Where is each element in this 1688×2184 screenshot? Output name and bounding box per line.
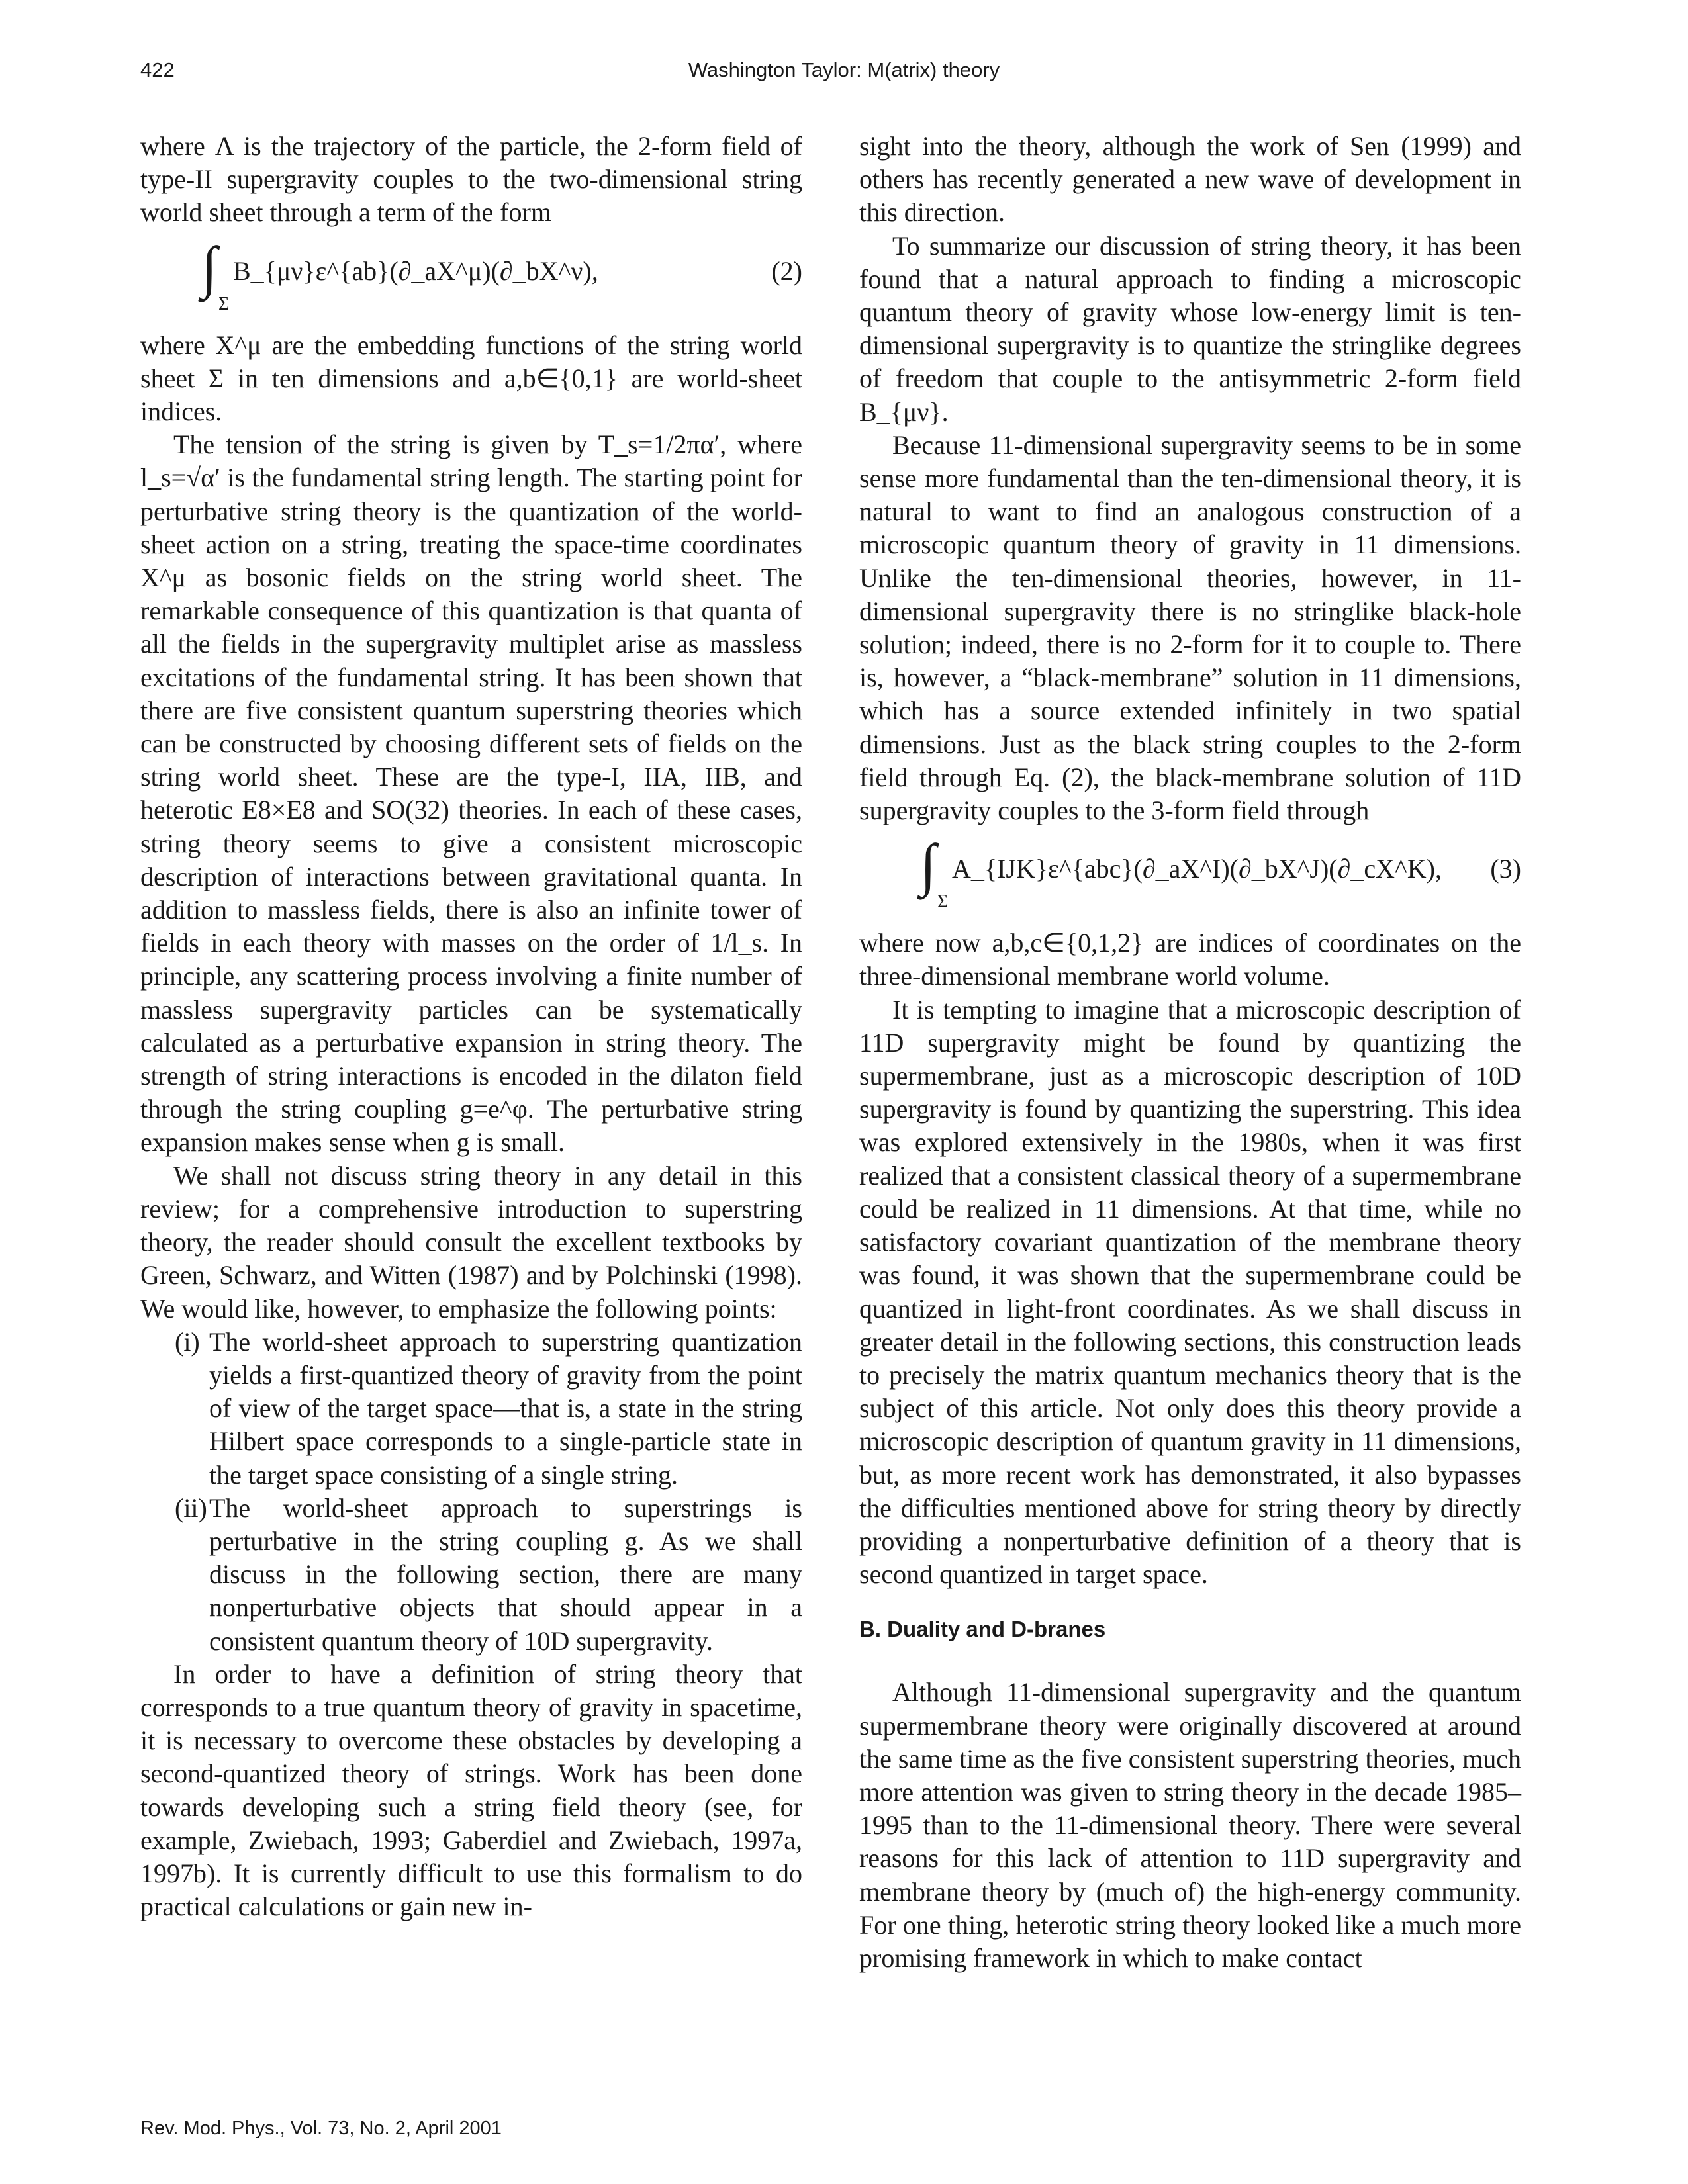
left-column	[140, 130, 802, 1923]
paragraph: Although 11-dimensional supergravity and the quantum supermembrane theory were originally discovered at around the same time as the five consistent superstring theories, much more attention was given to string theory in the decade 1985–1995 than to the 11-dimensional theory. There were several reasons for this lack of attention to 11D supergravity and membrane theory by (much of) the high-energy community. For one thing, heterotic string theory looked like a much more promising framework in which to make contact	[859, 1677, 1521, 1973]
list-marker: (ii)	[175, 1492, 207, 1523]
paragraph: where now a,b,c∈{0,1,2} are indices of coordinates on the three-dimensional membrane world volume.	[859, 928, 1521, 991]
paragraph: We shall not discuss string theory in any detail in this review; for a comprehensive introduction to superstring theory, the reader should consult the excellent textbooks by Green, Schwarz, and Witten (1987) and by Polchinski (1998). We would like, however, to emphasize the following points:	[140, 1160, 802, 1324]
equation-3	[859, 827, 1521, 927]
right-column	[859, 130, 1521, 1975]
paragraph: It is tempting to imagine that a microscopic description of 11D supergravity might be found by quantizing the supermembrane, just as a microscopic description of 10D supergravity is found by quantizing the superstring. This idea was explored extensively in the 1980s, when it was first realized that a consistent classical theory of a supermembrane could be realized in 11 dimensions. At that time, while no satisfactory covariant quantization of the membrane theory was found, it was shown that the supermembrane could be quantized in light-front coordinates. As we shall discuss in greater detail in the following sections, this construction leads to precisely the matrix quantum mechanics theory that is the subject of this article. Not only does this theory provide a microscopic description of quantum gravity in 11 dimensions, but, as more recent work has demonstrated, it also bypasses the difficulties mentioned above for string theory by directly providing a nonperturbative definition of a theory that is second quantized in target space.	[859, 994, 1521, 1590]
paragraph: In order to have a definition of string theory that corresponds to a true quantum theory of gravity in spacetime, it is necessary to overcome these obstacles by developing a second-quantized theory of strings. Work has been done towards developing such a string field theory (see, for example, Zwiebach, 1993; Gaberdiel and Zwiebach, 1997a, 1997b). It is currently difficult to use this formalism to do practical calculations or gain new in-	[140, 1659, 802, 1922]
integral-sign: ∫	[201, 235, 218, 300]
points-list	[140, 1326, 802, 1658]
page-number: 422	[140, 58, 175, 81]
footer-citation: Rev. Mod. Phys., Vol. 73, No. 2, April 2001	[140, 2118, 502, 2139]
integral-subscript: Σ	[937, 891, 949, 913]
equation-2	[140, 230, 802, 329]
integral-sign: ∫	[920, 833, 937, 898]
list-item	[140, 1492, 802, 1658]
paragraph: Because 11-dimensional supergravity seems to be in some sense more fundamental than the ten-dimensional theory, it is natural to want to find an analogous construction of a microscopic quantum theory of gravity in 11 dimensions. Unlike the ten-dimensional theories, however, in 11-dimensional supergravity there is no stringlike black-hole solution; indeed, there is no 2-form for it to couple to. There is, however, a “black-membrane” solution in 11 dimensions, which has a source extended infinitely in two spatial dimensions. Just as the black string couples to the 2-form field through Eq. (2), the black-membrane solution of 11D supergravity couples to the 3-form field through	[859, 430, 1521, 826]
paragraph: where X^μ are the embedding functions of the string world sheet Σ in ten dimensions and a,b∈{0,1} are world-sheet indices.	[140, 330, 802, 427]
equation-body: B_{μν}ε^{ab}(∂_aX^μ)(∂_bX^ν),	[233, 255, 598, 286]
paragraph: sight into the theory, although the work of Sen (1999) and others has recently generated a new wave of development in this direction.	[859, 131, 1521, 228]
equation-number: (3)	[1490, 854, 1521, 884]
list-item	[140, 1326, 802, 1492]
equation-body: A_{IJK}ε^{abc}(∂_aX^I)(∂_bX^J)(∂_cX^K),	[952, 854, 1442, 884]
list-item-text: The world-sheet approach to superstrings is perturbative in the string coupling g. As we shall discuss in the following section, there are many nonperturbative objects that should appear in a consistent quantum theory of 10D supergravity.	[209, 1492, 802, 1656]
list-marker: (i)	[175, 1326, 200, 1357]
paragraph: where Λ is the trajectory of the particle, the 2-form field of type-II supergravity couples to the two-dimensional string world sheet through a term of the form	[140, 131, 802, 228]
running-title: Washington Taylor: M(atrix) theory	[688, 58, 1000, 81]
integral-subscript: Σ	[218, 293, 230, 314]
paragraph: The tension of the string is given by T_s=1/2πα′, where l_s=√α′ is the fundamental string length. The starting point for perturbative string theory is the quantization of the world-sheet action on a string, treating the space-time coordinates X^μ as bosonic fields on the string world sheet. The remarkable consequence of this quantization is that quanta of all the fields in the supergravity multiplet arise as massless excitations of the fundamental string. It has been shown that there are five consistent quantum superstring theories which can be constructed by choosing different sets of fields on the string world sheet. These are the type-I, IIA, IIB, and heterotic E8×E8 and SO(32) theories. In each of these cases, string theory seems to give a consistent microscopic description of interactions between gravitational quanta. In addition to massless fields, there is also an infinite tower of fields in each theory with masses on the order of 1/l_s. In principle, any scattering process involving a finite number of massless supergravity particles can be systematically calculated as a perturbative expansion in string theory. The strength of string interactions is encoded in the dilaton field through the string coupling g=e^φ. The perturbative string expansion makes sense when g is small.	[140, 430, 802, 1158]
equation-number: (2)	[771, 255, 802, 286]
paragraph: To summarize our discussion of string theory, it has been found that a natural approach to finding a microscopic quantum theory of gravity whose low-energy limit is ten-dimensional supergravity is to quantize the stringlike degrees of freedom that couple to the antisymmetric 2-form field B_{μν}.	[859, 230, 1521, 427]
list-item-text: The world-sheet approach to superstring quantization yields a first-quantized theory of gravity from the point of view of the target space—that is, a state in the string Hilbert space corresponds to a single-particle state in the target space consisting of a single string.	[209, 1326, 802, 1490]
section-heading: B. Duality and D-branes	[859, 1617, 1106, 1642]
